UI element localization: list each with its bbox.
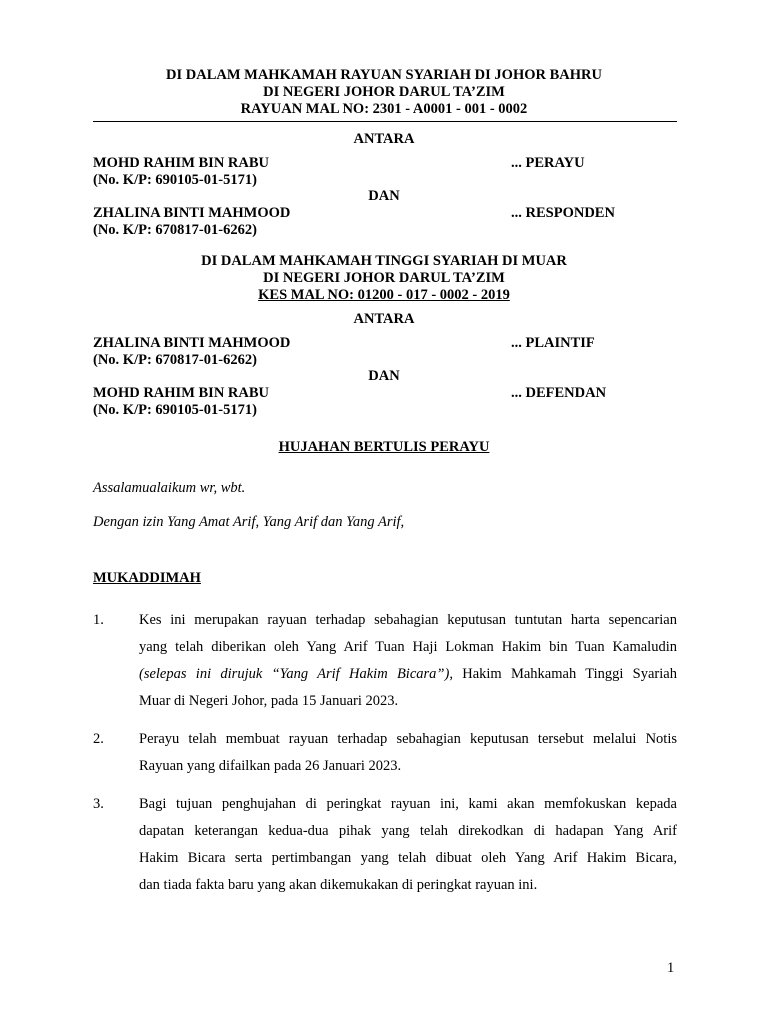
- respondent-role: ... RESPONDEN: [511, 205, 615, 221]
- paragraph-1: [139, 607, 677, 715]
- paragraph-2: [139, 726, 677, 780]
- salutation: Dengan izin Yang Amat Arif, Yang Arif dan Yang Arif,: [93, 514, 405, 530]
- heading-divider: [93, 121, 677, 122]
- paragraph-3-number: 3.: [93, 796, 104, 812]
- high-and-label: DAN: [368, 368, 400, 384]
- high-court-state: DI NEGERI JOHOR DARUL TA’ZIM: [263, 270, 505, 286]
- section-heading: MUKADDIMAH: [93, 570, 201, 586]
- plaintiff-id: (No. K/P: 670817-01-6262): [93, 352, 257, 368]
- paragraph-3-line: dapatan keterangan kedua-dua pihak yang telah direkodkan di hadapan Yang Arif: [139, 823, 677, 839]
- appeal-between-label: ANTARA: [353, 131, 415, 147]
- appeal-case-number: RAYUAN MAL NO: 2301 - A0001 - 001 - 0002: [240, 101, 528, 117]
- page-number: 1: [667, 960, 675, 976]
- greeting: Assalamualaikum wr, wbt.: [93, 480, 246, 496]
- appellant-name: MOHD RAHIM BIN RABU: [93, 155, 270, 171]
- respondent-id: (No. K/P: 670817-01-6262): [93, 222, 257, 238]
- appellant-role: ... PERAYU: [511, 155, 585, 171]
- appeal-court-title: DI DALAM MAHKAMAH RAYUAN SYARIAH DI JOHOR BAHRU: [166, 67, 602, 83]
- paragraph-3-line: Bagi tujuan penghujahan di peringkat rayuan ini, kami akan memfokuskan kepada: [139, 796, 677, 812]
- document-title-wrap: [0, 439, 768, 456]
- defendant-role: ... DEFENDAN: [511, 385, 607, 401]
- high-case-number-wrap: [0, 287, 768, 304]
- plaintiff-role: ... PLAINTIF: [511, 335, 595, 351]
- paragraph-1-line: [139, 661, 677, 688]
- paragraph-3-line: dan tiada fakta baru yang akan dikemukakan di peringkat rayuan ini.: [139, 877, 538, 893]
- appeal-and-label: DAN: [368, 188, 400, 204]
- defendant-id: (No. K/P: 690105-01-5171): [93, 402, 257, 418]
- paragraph-1-italic-ref: (selepas ini dirujuk “Yang Arif Hakim Bicara”): [139, 666, 450, 682]
- respondent-name: ZHALINA BINTI MAHMOOD: [93, 205, 291, 221]
- high-court-title: DI DALAM MAHKAMAH TINGGI SYARIAH DI MUAR: [201, 253, 567, 269]
- paragraph-1-line: yang telah diberikan oleh Yang Arif Tuan Haji Lokman Hakim bin Tuan Kamaludin: [139, 639, 677, 655]
- paragraph-2-number: 2.: [93, 731, 104, 747]
- plaintiff-name: ZHALINA BINTI MAHMOOD: [93, 335, 291, 351]
- paragraph-2-line: Perayu telah membuat rayuan terhadap sebahagian keputusan tersebut melalui Notis: [139, 731, 677, 747]
- paragraph-3: [139, 791, 677, 899]
- paragraph-1-line-rest: , Hakim Mahkamah Tinggi Syariah: [449, 666, 677, 682]
- paragraph-1-number: 1.: [93, 612, 104, 628]
- document-title: HUJAHAN BERTULIS PERAYU: [278, 439, 490, 455]
- high-between-label: ANTARA: [353, 311, 415, 327]
- paragraph-1-line: Muar di Negeri Johor, pada 15 Januari 2023.: [139, 693, 399, 709]
- paragraph-2-line: Rayuan yang difailkan pada 26 Januari 2023.: [139, 758, 402, 774]
- defendant-name: MOHD RAHIM BIN RABU: [93, 385, 270, 401]
- paragraph-1-line: Kes ini merupakan rayuan terhadap sebahagian keputusan tuntutan harta sepencarian: [139, 612, 677, 628]
- appeal-court-state: DI NEGERI JOHOR DARUL TA’ZIM: [263, 84, 505, 100]
- paragraph-3-line: Hakim Bicara serta pertimbangan yang telah dibuat oleh Yang Arif Hakim Bicara,: [139, 850, 677, 866]
- high-case-number: KES MAL NO: 01200 - 017 - 0002 - 2019: [258, 287, 510, 303]
- appellant-id: (No. K/P: 690105-01-5171): [93, 172, 257, 188]
